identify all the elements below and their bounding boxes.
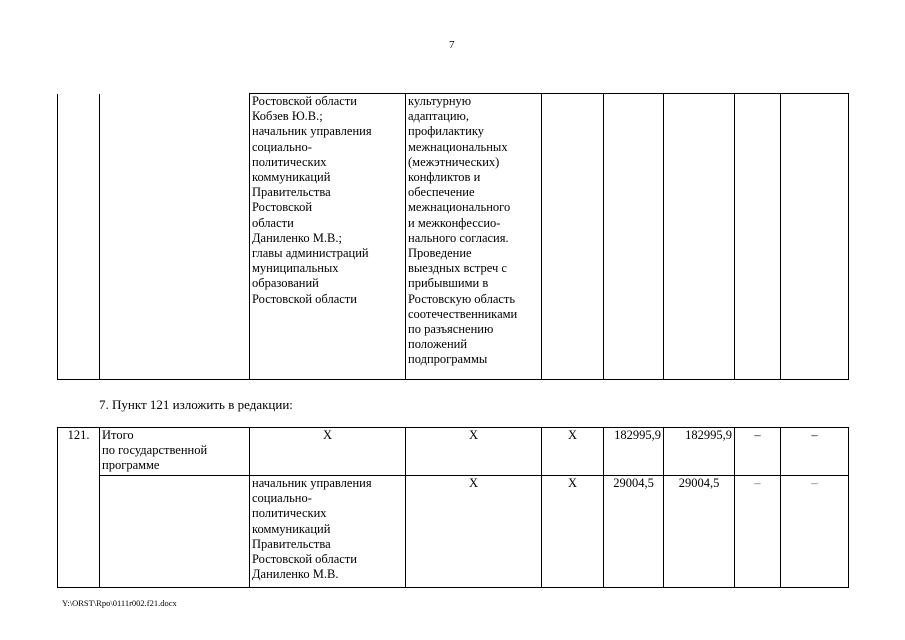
- cell-number: [58, 476, 100, 588]
- cell-number: 121.: [58, 428, 100, 476]
- cell-responsible: Х: [250, 428, 406, 476]
- cell-description: Х: [406, 428, 542, 476]
- cell-empty: [604, 94, 664, 380]
- cell-col8: –: [735, 476, 781, 588]
- cell-col5: Х: [542, 428, 604, 476]
- cell-name: [100, 94, 250, 380]
- cell-number: [58, 94, 100, 380]
- item-121-table: [57, 427, 849, 588]
- cell-empty: [664, 94, 735, 380]
- cell-col6: 29004,5: [604, 476, 664, 588]
- cell-responsible: Ростовской области Кобзев Ю.В.; начальник управления социально- политических коммуникаций Правительства Ростовской области Даниленко М.В.; главы администраций муниципальных образований Ростовской области: [250, 94, 406, 380]
- cell-col9: –: [781, 476, 849, 588]
- table-row: [58, 428, 849, 476]
- cell-name: Итого по государственной программе: [100, 428, 250, 476]
- cell-col5: Х: [542, 476, 604, 588]
- cell-empty: [542, 94, 604, 380]
- cell-empty: [781, 94, 849, 380]
- cell-description: культурную адаптацию, профилактику межнациональных (межэтнических) конфликтов и обеспечение межнационального и межконфессио- нального согласия. Проведение выездных встреч с прибывшими в Ростовскую область соотечественниками по разъяснению положений подпрограммы: [406, 94, 542, 380]
- table-row: [58, 94, 849, 380]
- cell-col7: 29004,5: [664, 476, 735, 588]
- cell-col9: –: [781, 428, 849, 476]
- instruction-text: 7. Пункт 121 изложить в редакции:: [99, 397, 293, 412]
- continuation-table: [57, 93, 849, 380]
- cell-col7: 182995,9: [664, 428, 735, 476]
- table-row: [58, 476, 849, 588]
- cell-name: [100, 476, 250, 588]
- cell-description: Х: [406, 476, 542, 588]
- page-number: 7: [449, 39, 455, 51]
- cell-col8: –: [735, 428, 781, 476]
- cell-empty: [735, 94, 781, 380]
- file-path-footer: Y:\ORST\Rpo\0111r002.f21.docx: [62, 598, 177, 608]
- cell-col6: 182995,9: [604, 428, 664, 476]
- cell-responsible: начальник управления социально- политических коммуникаций Правительства Ростовской области Даниленко М.В.: [250, 476, 406, 588]
